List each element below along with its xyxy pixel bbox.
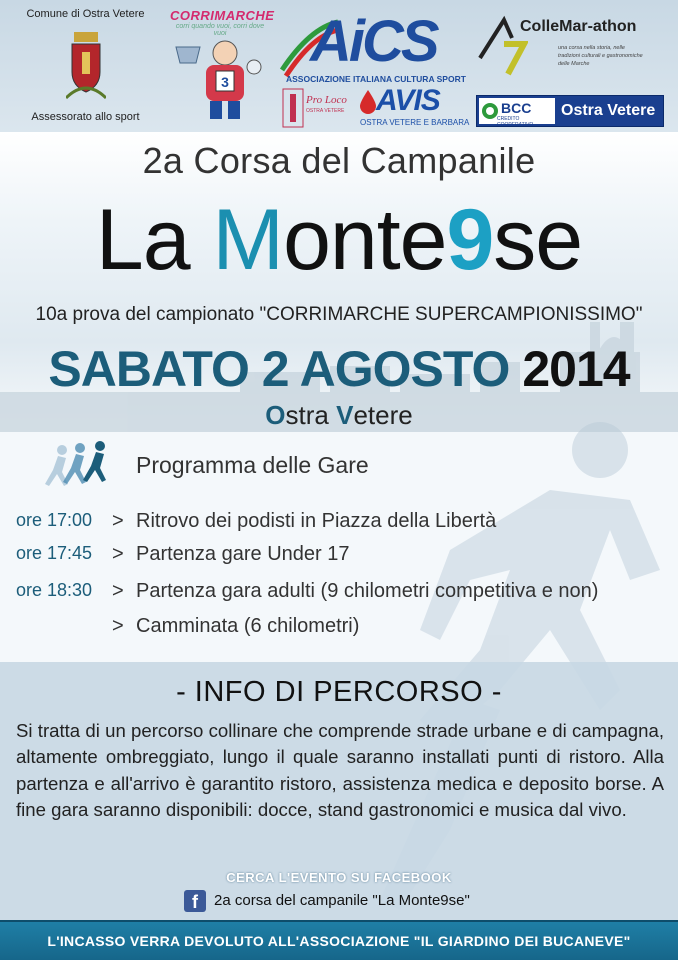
info-title: - INFO DI PERCORSO - — [176, 676, 502, 708]
runners-icon — [40, 440, 120, 496]
schedule-time: ore 17:45 — [16, 543, 93, 563]
sponsor-band — [0, 0, 678, 132]
bcc-branch: Ostra Vetere — [561, 102, 656, 119]
proloco-name: Pro Loco — [306, 94, 347, 106]
schedule-arrow: > — [112, 510, 124, 532]
proloco-sub: OSTRA VETERE — [306, 108, 345, 114]
comune-logo — [18, 8, 153, 128]
avis-logo — [358, 86, 468, 128]
schedule-desc: Partenza gare Under 17 — [136, 543, 350, 565]
facebook-page-name: 2a corsa del campanile "La Monte9se" — [214, 892, 470, 909]
date-year: 2014 — [522, 341, 630, 397]
mascot-bib-number: 3 — [221, 74, 229, 90]
comune-dept: Assessorato allo sport — [31, 111, 140, 123]
event-date — [0, 340, 678, 398]
title-se: se — [493, 192, 583, 288]
bcc-sub: CREDITO COOPERATIVO — [497, 116, 534, 128]
schedule-time: ore 17:00 — [16, 510, 93, 530]
title-nine: 9 — [446, 192, 494, 288]
blood-drop-icon — [360, 90, 376, 114]
title-onte: onte — [283, 192, 447, 288]
aics-caption: ASSOCIAZIONE ITALIANA CULTURA SPORT — [286, 74, 466, 84]
aics-wordmark: AiCS — [310, 9, 437, 74]
championship-line: 10a prova del campionato "CORRIMARCHE SUPERCAMPIONISSIMO" — [35, 304, 643, 325]
title-la: La — [95, 192, 213, 288]
aics-logo — [280, 8, 466, 88]
schedule-desc: Camminata (6 chilometri) — [136, 615, 360, 637]
avis-caption: OSTRA VETERE E BARBARA — [360, 118, 470, 127]
collemar-logo — [478, 8, 668, 92]
bcc-wordmark: BCC — [501, 100, 532, 116]
event-title — [0, 190, 678, 290]
date-main: SABATO 2 AGOSTO — [48, 341, 510, 397]
schedule-arrow: > — [112, 543, 124, 565]
facebook-cta: CERCA L'EVENTO SU FACEBOOK — [226, 870, 452, 885]
corrimarche-tagline: corri quando vuoi, corri dove vuoi — [175, 23, 265, 37]
mascot-runner-icon — [170, 37, 270, 125]
corrimarche-title: CORRIMARCHE — [170, 8, 275, 23]
schedule-desc: Ritrovo dei podisti in Piazza della Libertà — [136, 510, 497, 532]
comune-crest-icon — [66, 28, 106, 108]
facebook-icon: f — [184, 890, 206, 912]
title-m: M — [212, 192, 284, 288]
comune-name: Comune di Ostra Vetere — [26, 8, 145, 20]
programma-title: Programma delle Gare — [136, 452, 369, 478]
collemar-title: ColleMar-athon — [520, 18, 637, 35]
bcc-logo — [476, 95, 664, 127]
corrimarche-logo — [170, 8, 275, 128]
schedule-arrow: > — [112, 615, 124, 637]
event-subtitle: 2a Corsa del Campanile — [142, 140, 536, 181]
proloco-tower-icon — [282, 88, 304, 128]
footer-banner — [0, 920, 678, 960]
event-place: Ostra Vetere — [265, 400, 413, 430]
footer-text: L'INCASSO VERRA DEVOLUTO ALL'ASSOCIAZIONE "IL GIARDINO DEI BUCANEVE" — [47, 933, 631, 949]
proloco-logo — [280, 86, 360, 128]
schedule-arrow: > — [112, 580, 124, 602]
avis-wordmark: AVIS — [376, 84, 440, 117]
schedule-desc: Partenza gara adulti (9 chilometri competitiva e non) — [136, 580, 599, 602]
schedule-time: ore 18:30 — [16, 580, 93, 600]
collemar-sub: una corsa nella storia, nelle tradizioni culturali e gastronomiche delle Marche — [558, 45, 643, 67]
info-text: Si tratta di un percorso collinare che comprende strade urbane e di campagna, altamente ombreggiato, lungo il quale saranno installati punti di ristoro. Alla partenza e all'arrivo è garantito ristoro, assistenza medica e deposito borse. A fine gara saranno disponibili: docce, stand gastronomici e musica dal vivo. — [16, 720, 664, 821]
